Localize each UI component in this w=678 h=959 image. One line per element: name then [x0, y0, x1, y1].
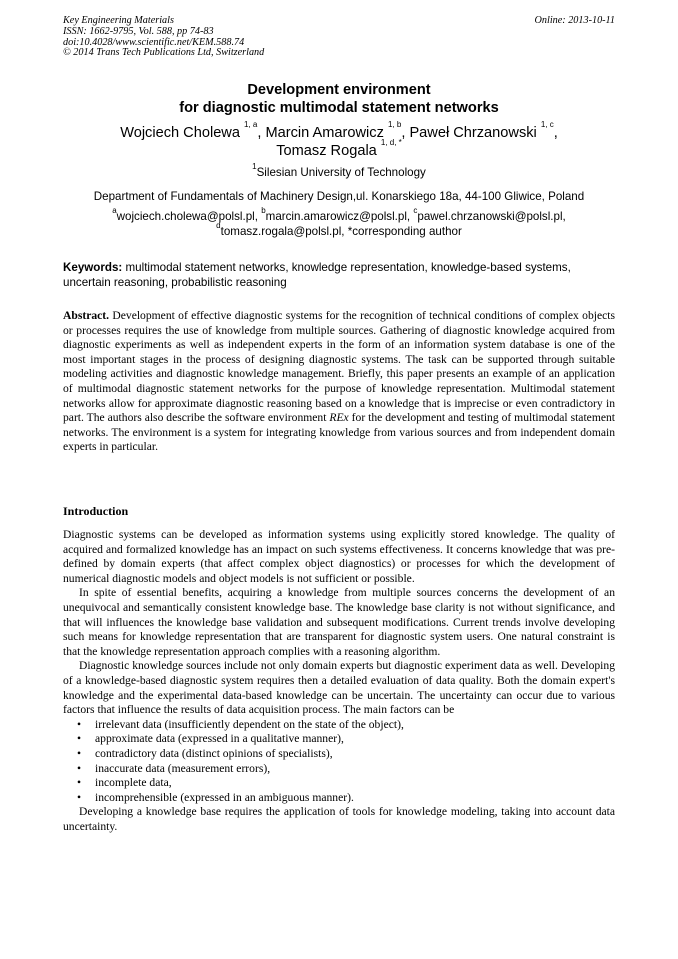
- introduction-body: [63, 528, 615, 834]
- list-item: • incomprehensible (expressed in an ambiguous manner).: [77, 790, 354, 804]
- author-list: [40, 120, 638, 160]
- author-name: Wojciech Cholewa: [120, 125, 240, 141]
- introduction-heading: Introduction: [63, 504, 129, 518]
- author-line-2: [40, 138, 638, 160]
- keywords-text: multimodal statement networks, knowledge representation, knowledge-based systems, uncertain reasoning, probabilistic reasoning: [63, 261, 571, 289]
- abstract-section: [63, 309, 615, 455]
- bullet-icon: •: [77, 776, 82, 790]
- journal-name: Key Engineering Materials: [63, 15, 174, 26]
- author-name: Paweł Chrzanowski: [409, 125, 537, 141]
- bullet-icon: •: [77, 761, 82, 775]
- author-name: Marcin Amarowicz: [265, 125, 384, 141]
- list-item: • incomplete data,: [77, 776, 172, 790]
- author-affiliation-marker: 1, c: [540, 120, 554, 129]
- author-separator: ,: [257, 125, 262, 141]
- journal-header: [63, 16, 615, 59]
- university-name: Silesian University of Technology: [256, 166, 426, 179]
- title-line-1: Development environment: [247, 82, 431, 98]
- affiliation-department: Department of Fundamentals of Machinery Design,ul. Konarskiego 18a, 44-100 Gliwice, Poland: [93, 190, 585, 203]
- keywords-section: [63, 261, 615, 290]
- author-affiliation-marker: 1, a: [244, 120, 258, 129]
- author-line-1: [40, 120, 638, 142]
- paragraph: Diagnostic knowledge sources include not only domain experts but diagnostic experiment data as well. Developing of a knowledge-based diagnostic system requires then a detailed evaluation of data quality. Both the domain expert's knowledge and the experimental data-based knowledge can be uncertain. The uncertainty can occur due to various factors that influence the results of data acquisition process. The main factors can be: [63, 659, 615, 717]
- affiliation-marker: 1: [252, 162, 257, 171]
- affiliation-university: [40, 162, 638, 180]
- abstract-text: Development of effective diagnostic systems for the recognition of technical conditions of complex objects or processes requires the use of knowledge from multiple sources. Gathering of diagnostic knowledge acquired from diagnostic experiments as well as independent experts in the form of an information system database is one of the most important stages in the process of designing diagnostic systems. The task can be supported through suitable modeling activities and diagnostic knowledge management. Briefly, this paper presents an example of an application of multimodal diagnostic statement networks for the purpose of knowledge representation. Multimodal statement networks allow for approximate diagnostic reasoning based on a knowledge that is imprecise or even contradictory in part. The authors also describe the software environment: [63, 309, 615, 425]
- email-line-2: $^d$tomasz.rogala@polsl.pl, *corresponding author: [216, 220, 462, 238]
- journal-doi: doi:10.4028/www.scientific.net/KEM.588.74: [63, 36, 245, 48]
- online-date: Online: 2013-10-11: [534, 15, 615, 26]
- author-separator: ,: [401, 125, 406, 141]
- author-emails: [40, 206, 638, 240]
- author-affiliation-marker: 1, b: [387, 120, 402, 129]
- journal-copyright: © 2014 Trans Tech Publications Ltd, Switzerland: [63, 47, 265, 59]
- list-item: • approximate data (expressed in a qualitative manner),: [77, 732, 344, 746]
- bullet-icon: •: [77, 732, 82, 746]
- author-name: Tomasz Rogala: [276, 143, 377, 159]
- paper-title: [40, 81, 638, 117]
- email-b: marcin.amarowicz@polsl.pl,: [265, 210, 411, 223]
- bullet-icon: •: [77, 746, 82, 760]
- keywords-label: Keywords:: [63, 261, 123, 274]
- author-separator: ,: [553, 125, 558, 141]
- title-line-2: for diagnostic multimodal statement networks: [179, 100, 499, 116]
- paragraph: In spite of essential benefits, acquiring a knowledge from multiple sources concerns the development of an unequivocal and semantically consistent knowledge base. The knowledge base clarity is not without significance, and that will influences the knowledge base validation and subsequent modifications. Current trends involve developing such means for knowledge representation that are transparent for diagnostic system users. One natural constraint is that the knowledge representation approach complies with a reasoning algorithm.: [63, 586, 615, 658]
- email-c: pawel.chrzanowski@polsl.pl,: [417, 210, 566, 223]
- list-item: • irrelevant data (insufficiently dependent on the state of the object),: [77, 717, 404, 731]
- list-item: • contradictory data (distinct opinions of specialists),: [77, 746, 333, 760]
- author-affiliation-marker: 1, d, *: [380, 138, 402, 147]
- email-a: wojciech.cholewa@polsl.pl,: [116, 210, 258, 223]
- abstract-text-end: for the development and testing of multimodal statement networks. The environment is a system for integrating knowledge from various sources and from independent domain experts in particular.: [63, 411, 616, 454]
- abstract-software-name: REx: [329, 411, 349, 425]
- journal-issn: ISSN: 1662-9795, Vol. 588, pp 74-83: [63, 25, 214, 37]
- paragraph: Diagnostic systems can be developed as information systems using explicitly stored knowledge. The quality of acquired and formalized knowledge has an impact on such systems effectiveness. It concerns knowledge that was pre-defined by domain experts (that affect complex object diagnostics) or processes for which the development of numerical diagnostic models and object models is not sufficient or possible.: [63, 528, 615, 585]
- paragraph: Developing a knowledge base requires the application of tools for knowledge modeling, taking into account data uncertainty.: [63, 805, 615, 833]
- email-line-1: $^a$wojciech.cholewa@polsl.pl, $^b$marcin.amarowicz@polsl.pl, $^c$pawel.chrzanowski@polsl.pl,: [112, 206, 566, 223]
- factor-list: [63, 718, 615, 806]
- list-item: • inaccurate data (measurement errors),: [77, 761, 271, 775]
- abstract-label: Abstract.: [63, 309, 110, 322]
- bullet-icon: •: [77, 790, 82, 804]
- bullet-icon: •: [77, 717, 82, 731]
- email-d: tomasz.rogala@polsl.pl, *corresponding author: [220, 224, 462, 238]
